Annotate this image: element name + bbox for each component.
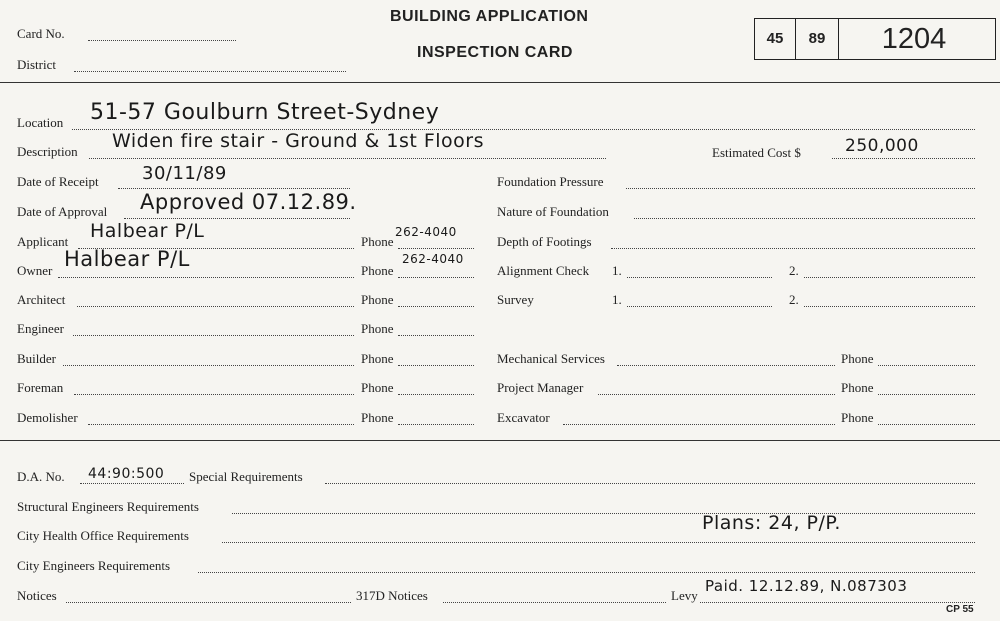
applicant-phone-field[interactable] (398, 248, 474, 249)
description-value: Widen fire stair - Ground & 1st Floors (112, 130, 485, 152)
estimated-cost-value: 250,000 (845, 136, 919, 156)
card-series-a: 45 (755, 19, 796, 59)
excavator-field[interactable] (563, 424, 835, 425)
alignment-check-field-2[interactable] (804, 277, 975, 278)
city-health-value: Plans: 24, P/P. (702, 512, 841, 534)
alignment-check-label: Alignment Check (497, 263, 590, 278)
card-no-label: Card No. (17, 26, 65, 41)
mechanical-services-field[interactable] (617, 365, 835, 366)
alignment-check-field-1[interactable] (627, 277, 772, 278)
requirements-divider (0, 440, 1000, 441)
city-engineers-label: City Engineers Requirements (17, 558, 171, 573)
card-no-field[interactable] (88, 40, 236, 41)
owner-value: Halbear P/L (64, 247, 190, 271)
demolisher-field[interactable] (88, 424, 354, 425)
builder-label: Builder (17, 351, 56, 366)
city-health-field[interactable] (222, 542, 975, 543)
excavator-phone-label: Phone (841, 410, 874, 425)
project-manager-label: Project Manager (497, 380, 584, 395)
survey-label: Survey (497, 292, 534, 307)
structural-engineers-label: Structural Engineers Requirements (17, 499, 199, 514)
da-no-value: 44:90:500 (88, 466, 165, 482)
date-of-approval-value: Approved 07.12.89. (140, 190, 357, 214)
owner-phone-field[interactable] (398, 277, 474, 278)
description-label: Description (17, 144, 78, 159)
survey-num1: 1. (612, 292, 622, 307)
special-requirements-label: Special Requirements (189, 469, 303, 484)
engineer-label: Engineer (17, 321, 64, 336)
structural-engineers-field[interactable] (232, 513, 975, 514)
special-requirements-field[interactable] (325, 483, 975, 484)
project-manager-phone-field[interactable] (878, 394, 975, 395)
depth-of-footings-label: Depth of Footings (497, 234, 592, 249)
date-of-receipt-value: 30/11/89 (142, 163, 227, 184)
levy-label: Levy (671, 588, 698, 603)
city-engineers-field[interactable] (198, 572, 975, 573)
alignment-check-num2: 2. (789, 263, 799, 278)
owner-field[interactable] (58, 277, 354, 278)
description-field[interactable] (89, 158, 606, 159)
foreman-phone-label: Phone (361, 380, 394, 395)
applicant-value: Halbear P/L (90, 220, 205, 242)
date-of-approval-label: Date of Approval (17, 204, 108, 219)
date-of-approval-field[interactable] (124, 218, 350, 219)
notices-label: Notices (17, 588, 57, 603)
date-of-receipt-label: Date of Receipt (17, 174, 99, 189)
demolisher-label: Demolisher (17, 410, 78, 425)
architect-phone-field[interactable] (398, 306, 474, 307)
card-number-box (754, 18, 996, 60)
survey-field-1[interactable] (627, 306, 772, 307)
estimated-cost-field[interactable] (832, 158, 975, 159)
engineer-field[interactable] (73, 335, 354, 336)
foreman-label: Foreman (17, 380, 64, 395)
excavator-label: Excavator (497, 410, 550, 425)
notices-field[interactable] (66, 602, 351, 603)
architect-label: Architect (17, 292, 66, 307)
owner-label: Owner (17, 263, 53, 278)
owner-phone-label: Phone (361, 263, 394, 278)
header-divider (0, 82, 1000, 83)
form-title-line1: BUILDING APPLICATION (390, 8, 589, 25)
project-manager-phone-label: Phone (841, 380, 874, 395)
builder-field[interactable] (63, 365, 354, 366)
card-series-b: 89 (796, 19, 839, 59)
date-of-receipt-field[interactable] (118, 188, 350, 189)
levy-field[interactable] (700, 602, 975, 603)
engineer-phone-field[interactable] (398, 335, 474, 336)
form-title-line2: INSPECTION CARD (417, 44, 573, 61)
foundation-pressure-field[interactable] (626, 188, 975, 189)
excavator-phone-field[interactable] (878, 424, 975, 425)
notices-317d-label: 317D Notices (356, 588, 428, 603)
notices-317d-field[interactable] (443, 602, 666, 603)
mechanical-services-label: Mechanical Services (497, 351, 605, 366)
card-number: 1204 (881, 23, 947, 55)
applicant-phone-label: Phone (361, 234, 394, 249)
alignment-check-num1: 1. (612, 263, 622, 278)
foreman-field[interactable] (74, 394, 354, 395)
project-manager-field[interactable] (598, 394, 835, 395)
estimated-cost-label: Estimated Cost $ (712, 145, 801, 160)
survey-num2: 2. (789, 292, 799, 307)
applicant-label: Applicant (17, 234, 69, 249)
location-value: 51-57 Goulburn Street-Sydney (90, 100, 440, 125)
nature-of-foundation-field[interactable] (634, 218, 975, 219)
levy-value: Paid. 12.12.89, N.087303 (705, 577, 908, 595)
depth-of-footings-field[interactable] (611, 248, 975, 249)
builder-phone-label: Phone (361, 351, 394, 366)
mechanical-services-phone-label: Phone (841, 351, 874, 366)
survey-field-2[interactable] (804, 306, 975, 307)
demolisher-phone-field[interactable] (398, 424, 474, 425)
applicant-phone-value: 262-4040 (395, 225, 457, 239)
demolisher-phone-label: Phone (361, 410, 394, 425)
architect-phone-label: Phone (361, 292, 394, 307)
nature-of-foundation-label: Nature of Foundation (497, 204, 609, 219)
city-health-label: City Health Office Requirements (17, 528, 189, 543)
mechanical-services-phone-field[interactable] (878, 365, 975, 366)
da-no-field[interactable] (80, 483, 184, 484)
foundation-pressure-label: Foundation Pressure (497, 174, 604, 189)
builder-phone-field[interactable] (398, 365, 474, 366)
engineer-phone-label: Phone (361, 321, 394, 336)
da-no-label: D.A. No. (17, 469, 65, 484)
owner-phone-value: 262-4040 (402, 252, 464, 266)
location-label: Location (17, 115, 64, 130)
foreman-phone-field[interactable] (398, 394, 474, 395)
architect-field[interactable] (77, 306, 354, 307)
form-code: CP 55 (946, 604, 974, 615)
district-field[interactable] (74, 71, 346, 72)
district-label: District (17, 57, 56, 72)
